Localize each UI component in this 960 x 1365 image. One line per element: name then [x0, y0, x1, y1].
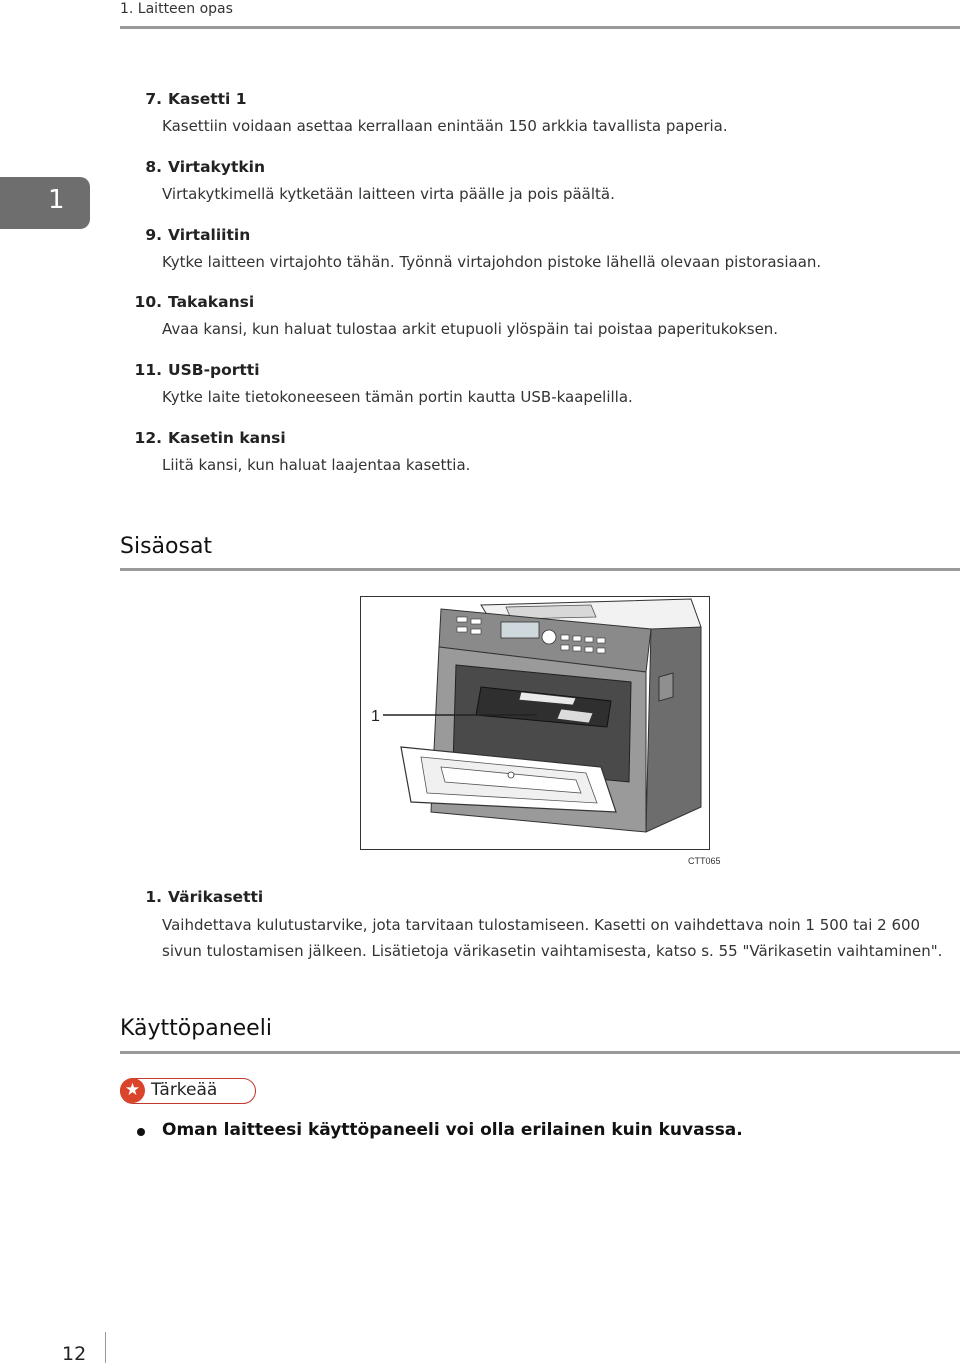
item-number: 9. [145, 226, 162, 244]
header-rule [120, 26, 960, 29]
section-heading-panel: Käyttöpaneeli [120, 1016, 272, 1041]
item-number: 1. [145, 888, 162, 906]
printer-illustration [361, 597, 708, 848]
item-description: Kytke laite tietokoneeseen tämän portin kautta USB-kaapelilla. [162, 388, 633, 406]
item-number: 10. [134, 293, 162, 311]
list-item [120, 158, 940, 207]
list-item [120, 90, 940, 139]
footer-rule [105, 1332, 106, 1363]
bullet-text: Oman laitteesi käyttöpaneeli voi olla erilainen kuin kuvassa. [162, 1120, 743, 1140]
bullet-icon [137, 1128, 145, 1136]
list-item [120, 361, 940, 410]
item-description: Liitä kansi, kun haluat laajentaa kasettia. [162, 456, 471, 474]
page-number: 12 [62, 1343, 87, 1365]
item-number: 12. [134, 429, 162, 447]
section-heading-interior: Sisäosat [120, 534, 213, 559]
printer-interior-figure [360, 596, 710, 850]
bullet-item [140, 1120, 743, 1140]
item-title: Virtakytkin [168, 158, 266, 176]
important-label: Tärkeää [151, 1080, 218, 1100]
item-number: 7. [145, 90, 162, 108]
list-item [120, 888, 943, 964]
item-description: Kytke laitteen virtajohto tähän. Työnnä virtajohdon pistoke lähellä olevaan pistorasiaan. [162, 253, 822, 271]
item-title: Takakansi [168, 293, 255, 311]
item-title: Kasetin kansi [168, 429, 286, 447]
figure-callout-label: 1 [371, 708, 380, 725]
item-title: USB-portti [168, 361, 260, 379]
running-header: 1. Laitteen opas [120, 1, 233, 17]
list-item [120, 226, 940, 275]
item-description: Avaa kansi, kun haluat tulostaa arkit etupuoli ylöspäin tai poistaa paperitukoksen. [162, 320, 779, 338]
chapter-tab [0, 177, 90, 229]
star-icon: ★ [120, 1078, 145, 1103]
item-title: Virtaliitin [168, 226, 251, 244]
figure-code: CTT065 [688, 856, 721, 866]
item-number: 8. [145, 158, 162, 176]
item-number: 11. [134, 361, 162, 379]
list-item [120, 429, 940, 478]
item-description: Kasettiin voidaan asettaa kerrallaan enintään 150 arkkia tavallista paperia. [162, 117, 728, 135]
chapter-number: 1 [48, 185, 65, 215]
item-description: Virtakytkimellä kytketään laitteen virta päälle ja pois päältä. [162, 185, 615, 203]
important-badge [120, 1078, 256, 1104]
item-description: Vaihdettava kulutustarvike, jota tarvitaan tulostamiseen. Kasetti on vaihdettava noin 1 500 tai 2 600 sivun tulostamisen jälkeen. Lisätietoja värikasetin vaihtamisesta, katso s. 55 "Värikasetin vaihtaminen". [162, 916, 943, 960]
section-rule [120, 1051, 960, 1054]
item-title: Kasetti 1 [168, 90, 247, 108]
item-title: Värikasetti [168, 888, 264, 906]
list-item [120, 293, 940, 342]
section-rule [120, 568, 960, 571]
